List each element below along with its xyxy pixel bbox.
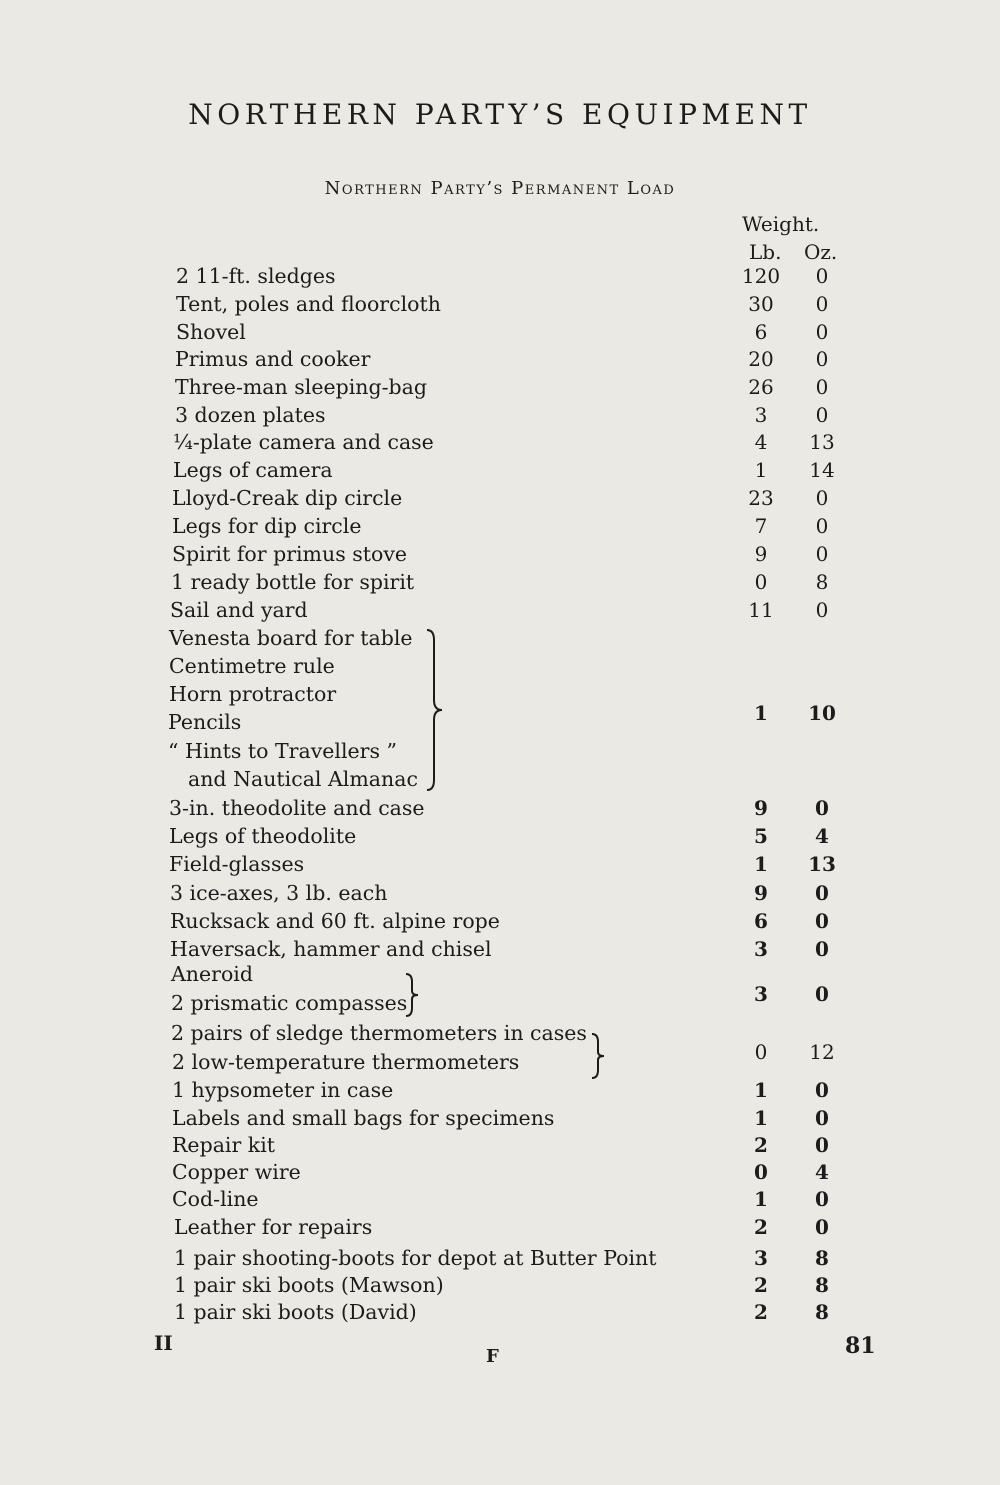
- weight-lb: 23: [748, 486, 774, 510]
- ounces-header: Oz.: [804, 240, 838, 264]
- weight-oz: 12: [809, 1040, 835, 1064]
- table-row: [0, 1215, 1000, 1243]
- weight-oz: 0: [815, 1078, 829, 1102]
- weight-lb: 9: [754, 542, 768, 566]
- item-label: 1 pair ski boots (Mawson): [174, 1273, 444, 1297]
- table-row: [0, 347, 1000, 375]
- weight-lb: 1: [754, 852, 768, 876]
- table-row: [0, 598, 1000, 626]
- weight-lb: 30: [748, 292, 774, 316]
- table-row: [0, 824, 1000, 852]
- item-label: 1 pair ski boots (David): [174, 1300, 417, 1324]
- table-row: [0, 909, 1000, 937]
- weight-lb: 9: [754, 796, 768, 820]
- weight-oz: 8: [815, 570, 829, 594]
- item-label: 3 ice-axes, 3 lb. each: [170, 881, 388, 905]
- item-label: 1 ready bottle for spirit: [171, 570, 415, 594]
- item-label: Haversack, hammer and chisel: [170, 937, 492, 961]
- weight-lb: 11: [748, 598, 774, 622]
- weight-lb: 1: [754, 458, 768, 482]
- weight-oz: 0: [815, 982, 829, 1006]
- table-row: [0, 1273, 1000, 1301]
- table-row: [0, 1106, 1000, 1134]
- weight-oz: 0: [815, 796, 829, 820]
- weight-oz: 10: [808, 701, 836, 725]
- weight-oz: 0: [815, 486, 829, 510]
- table-row: [0, 542, 1000, 570]
- item-label: ¼-plate camera and case: [173, 430, 434, 454]
- table-row: [0, 1300, 1000, 1328]
- weight-oz: 0: [815, 1187, 829, 1211]
- item-label: 2 pairs of sledge thermometers in cases: [171, 1021, 587, 1045]
- weight-lb: 6: [754, 909, 768, 933]
- item-label: Lloyd-Creak dip circle: [172, 486, 403, 510]
- item-label: Venesta board for table: [169, 626, 413, 650]
- weight-lb: 3: [754, 937, 768, 961]
- item-label: Tent, poles and floorcloth: [176, 292, 441, 316]
- item-label: Centimetre rule: [169, 654, 335, 678]
- weight-lb: 3: [754, 982, 768, 1006]
- item-label: Legs of camera: [173, 458, 333, 482]
- table-row: [0, 375, 1000, 403]
- weight-lb: 2: [754, 1300, 768, 1324]
- table-row: [0, 852, 1000, 880]
- weight-lb: 7: [754, 514, 768, 538]
- item-label: 2 low-temperature thermometers: [172, 1050, 520, 1074]
- table-row: [0, 514, 1000, 542]
- weight-oz: 0: [815, 1133, 829, 1157]
- table-row: [0, 292, 1000, 320]
- weight-oz: 4: [815, 1160, 829, 1184]
- item-label: Primus and cooker: [175, 347, 371, 371]
- item-label: 3 dozen plates: [175, 403, 326, 427]
- weight-lb: 1: [754, 1106, 768, 1130]
- item-label: Pencils: [168, 710, 242, 734]
- item-label: Rucksack and 60 ft. alpine rope: [170, 909, 500, 933]
- weight-lb: 2: [754, 1273, 768, 1297]
- item-label: Repair kit: [172, 1133, 276, 1157]
- item-label: 1 pair shooting-boots for depot at Butter Point: [174, 1246, 657, 1270]
- weight-oz: 0: [815, 937, 829, 961]
- weight-oz: 0: [815, 1106, 829, 1130]
- weight-lb: 2: [754, 1215, 768, 1239]
- item-label: and Nautical Almanac: [188, 767, 418, 791]
- weight-lb: 3: [754, 1246, 768, 1270]
- weight-oz: 0: [815, 292, 829, 316]
- group-line: [0, 654, 1000, 682]
- weight-oz: 8: [815, 1246, 829, 1270]
- weight-oz: 13: [808, 852, 836, 876]
- weight-lb: 1: [754, 701, 768, 725]
- weight-header: Weight.: [742, 212, 820, 236]
- weight-lb: 9: [754, 881, 768, 905]
- weight-oz: 0: [815, 264, 829, 288]
- item-label: 1 hypsometer in case: [172, 1078, 394, 1102]
- item-label: Copper wire: [172, 1160, 301, 1184]
- weight-lb: 120: [741, 264, 781, 288]
- weight-oz: 0: [815, 881, 829, 905]
- item-label: Field-glasses: [169, 852, 305, 876]
- item-label: Legs of theodolite: [169, 824, 357, 848]
- weight-oz: 0: [815, 598, 829, 622]
- table-row: [0, 1160, 1000, 1188]
- gathering-letter: F: [486, 1346, 499, 1367]
- table-row: [0, 458, 1000, 486]
- table-row: [0, 937, 1000, 965]
- weight-lb: 6: [754, 320, 768, 344]
- group-weight: [0, 1040, 1000, 1068]
- item-label: Labels and small bags for specimens: [172, 1106, 555, 1130]
- item-label: Spirit for primus stove: [172, 542, 408, 566]
- weight-oz: 0: [815, 1215, 829, 1239]
- table-row: [0, 1078, 1000, 1106]
- group-line: [0, 767, 1000, 795]
- weight-oz: 0: [815, 909, 829, 933]
- weight-oz: 8: [815, 1273, 829, 1297]
- table-row: [0, 796, 1000, 824]
- weight-lb: 0: [754, 1160, 768, 1184]
- group-weight: [0, 701, 1000, 729]
- weight-lb: 1: [754, 1078, 768, 1102]
- weight-oz: 4: [815, 824, 829, 848]
- item-label: 2 11-ft. sledges: [176, 264, 336, 288]
- table-row: [0, 430, 1000, 458]
- table-row: [0, 320, 1000, 348]
- pounds-header: Lb.: [749, 240, 782, 264]
- table-row: [0, 486, 1000, 514]
- item-label: 2 prismatic compasses: [171, 991, 408, 1015]
- running-title: NORTHERN PARTY’S EQUIPMENT: [188, 98, 812, 131]
- table-row: [0, 1187, 1000, 1215]
- item-label: Aneroid: [171, 962, 253, 986]
- item-label: Leather for repairs: [174, 1215, 373, 1239]
- weight-oz: 0: [815, 347, 829, 371]
- group-weight: [0, 982, 1000, 1010]
- weight-lb: 26: [748, 375, 774, 399]
- item-label: Shovel: [176, 320, 246, 344]
- table-row: [0, 570, 1000, 598]
- item-label: Legs for dip circle: [172, 514, 362, 538]
- item-label: Three-man sleeping-bag: [175, 375, 427, 399]
- weight-lb: 20: [748, 347, 774, 371]
- item-label: “ Hints to Travellers ”: [168, 739, 397, 763]
- weight-oz: 0: [815, 514, 829, 538]
- weight-lb: 2: [754, 1133, 768, 1157]
- weight-oz: 0: [815, 403, 829, 427]
- weight-lb: 1: [754, 1187, 768, 1211]
- page-number: 81: [845, 1333, 876, 1359]
- weight-lb: 5: [754, 824, 768, 848]
- item-label: Sail and yard: [170, 598, 308, 622]
- item-label: Horn protractor: [169, 682, 337, 706]
- weight-oz: 14: [809, 458, 835, 482]
- table-row: [0, 881, 1000, 909]
- weight-lb: 4: [754, 430, 768, 454]
- weight-lb: 0: [754, 1040, 768, 1064]
- group-line: [0, 739, 1000, 767]
- table-row: [0, 1133, 1000, 1161]
- group-line: [0, 626, 1000, 654]
- signature-mark: II: [154, 1331, 173, 1355]
- weight-oz: 0: [815, 542, 829, 566]
- weight-oz: 0: [815, 320, 829, 344]
- weight-oz: 13: [809, 430, 835, 454]
- weight-oz: 8: [815, 1300, 829, 1324]
- item-label: Cod-line: [172, 1187, 259, 1211]
- weight-lb: 3: [754, 403, 768, 427]
- table-row: [0, 1246, 1000, 1274]
- item-label: 3-in. theodolite and case: [169, 796, 425, 820]
- table-title: Northern Party’s Permanent Load: [324, 178, 676, 199]
- table-row: [0, 403, 1000, 431]
- weight-oz: 0: [815, 375, 829, 399]
- table-row: [0, 264, 1000, 292]
- weight-lb: 0: [754, 570, 768, 594]
